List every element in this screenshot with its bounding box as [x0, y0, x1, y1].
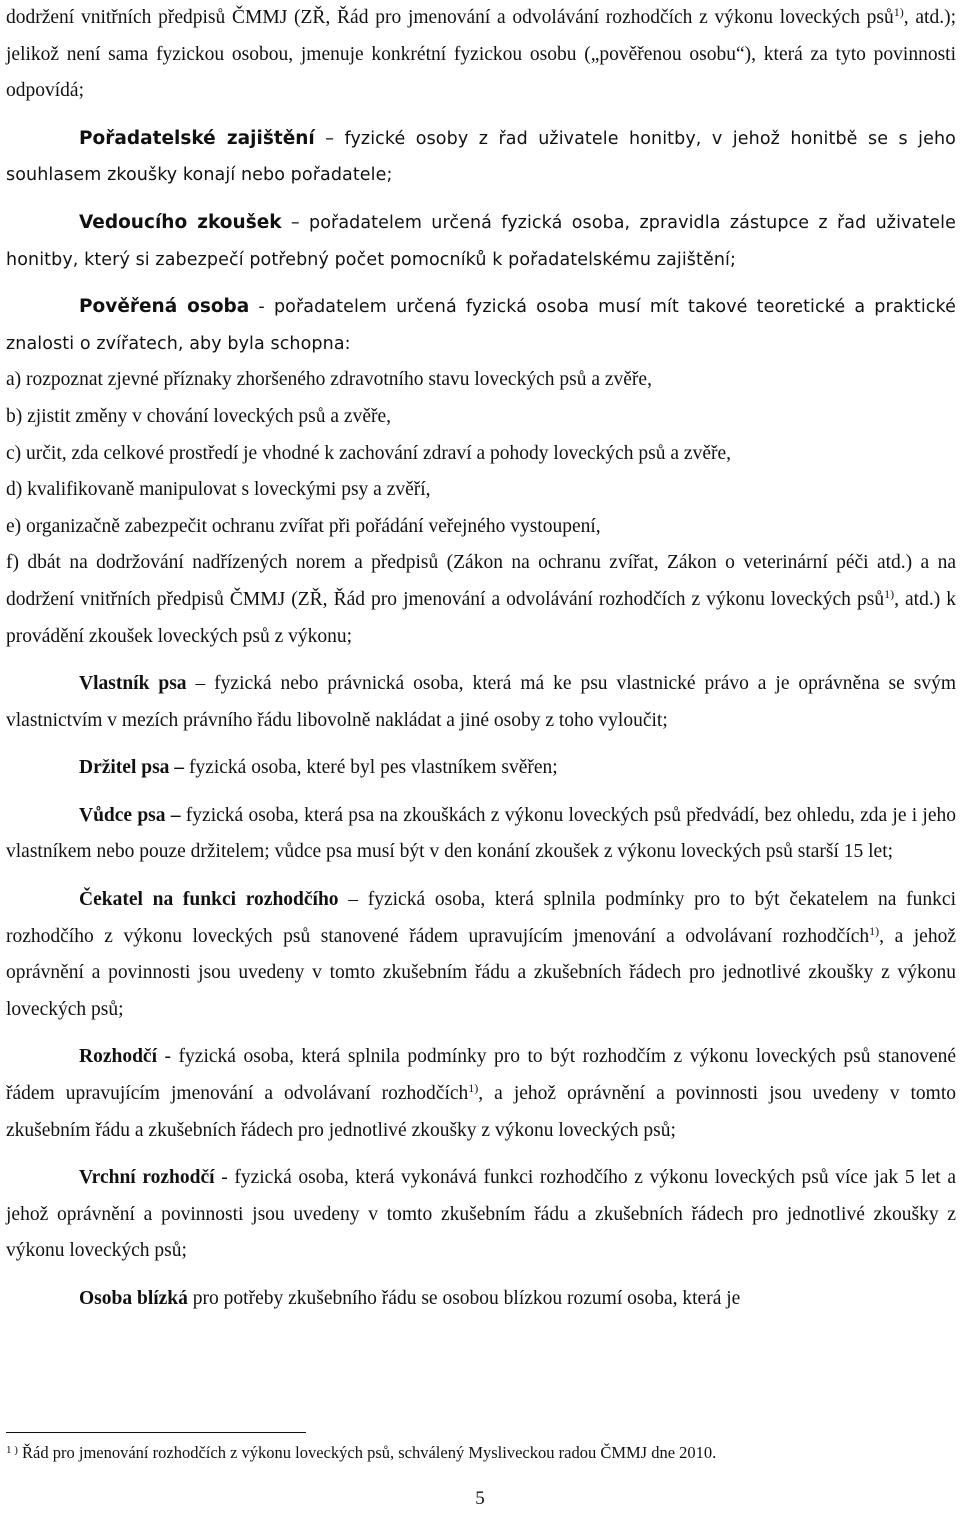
- footnote-text: Řád pro jmenování rozhodčích z výkonu loveckých psů, schválený Mysliveckou radou ČMMJ dne 2010.: [17, 1443, 717, 1462]
- def-vudce-psa: [6, 798, 956, 871]
- def-text: – fyzické osoby z řad uživatele honitby, v jehož honitbě se s jeho souhlasem zkoušky konají nebo pořadatele;: [6, 128, 956, 186]
- footnote-ref: 1): [468, 1081, 479, 1096]
- def-term: Vlastník psa: [79, 673, 187, 695]
- page-number: 5: [475, 1488, 485, 1509]
- footnote-divider: [6, 1432, 306, 1433]
- def-rozhodci: [6, 1039, 956, 1149]
- def-term: Pořadatelské zajištění: [79, 127, 315, 149]
- footnote-ref: 1): [869, 923, 880, 938]
- def-poverena-osoba: [6, 289, 956, 362]
- def-text: fyzická osoba, které byl pes vlastníkem svěřen;: [184, 757, 558, 779]
- def-cekatel: [6, 882, 956, 1028]
- def-text-2: , a jehož oprávnění a povinnosti jsou uvedeny v tomto zkušebním řádu a zkušebních řádech pro jednotlivé zkoušky z výkonu loveckých psů;: [6, 925, 956, 1020]
- intro-paragraph: [6, 0, 956, 110]
- def-vedouci-zkousek: [6, 205, 956, 278]
- list-item-f-text-1: f) dbát na dodržování nadřízených norem a předpisů (Zákon na ochranu zvířat, Zákon o veterinární péči atd.) a na dodržení vnitřních předpisů ČMMJ (ZŘ, Řád pro jmenování a odvolávání rozhodčích z výkonu loveckých psů: [6, 552, 956, 610]
- def-term: Pověřená osoba: [79, 296, 250, 318]
- list-item-f: [6, 545, 956, 655]
- footnote-ref: 1): [884, 586, 895, 601]
- list-item-b: b) zjistit změny v chování loveckých psů a zvěře,: [6, 405, 391, 427]
- def-text-1: – fyzická osoba, která splnila podmínky pro to být čekatelem na funkci rozhodčího z výkonu loveckých psů stanovené řádem upravujícím jmenování a odvolávaní rozhodčích: [6, 889, 956, 947]
- def-vrchni-rozhodci: [6, 1160, 956, 1270]
- footnote-mark: 1 ): [6, 1444, 18, 1456]
- document-body: [6, 0, 956, 1318]
- def-term: Vedoucího zkoušek: [79, 211, 282, 233]
- def-poradatelske-zajisteni: [6, 121, 956, 194]
- def-term: Rozhodčí: [79, 1046, 157, 1068]
- def-drzitel-psa: [6, 750, 956, 787]
- def-term: Držitel psa –: [79, 757, 185, 779]
- def-term: Čekatel na funkci rozhodčího: [79, 889, 339, 911]
- list-item-a: a) rozpoznat zjevné příznaky zhoršeného zdravotního stavu loveckých psů a zvěře,: [6, 369, 652, 391]
- list-item-f-text-2: , atd.) k provádění zkoušek loveckých psů z výkonu;: [6, 588, 956, 647]
- intro-text-1: dodržení vnitřních předpisů ČMMJ (ZŘ, Řád pro jmenování a odvolávání rozhodčích z výkonu loveckých psů: [6, 7, 894, 28]
- footnote-ref: 1): [893, 5, 904, 19]
- intro-text-2: , atd.); jelikož není sama fyzickou osobou, jmenuje konkrétní fyzickou osobu („pověřenou osobu“), která za tyto povinnosti odpovídá;: [6, 7, 957, 102]
- list-item-d: d) kvalifikovaně manipulovat s loveckými psy a zvěří,: [6, 479, 431, 501]
- def-text: pro potřeby zkušebního řádu se osobou blízkou rozumí osoba, která je: [187, 1288, 741, 1309]
- def-term: Osoba blízká: [79, 1288, 188, 1309]
- def-term: Vrchní rozhodčí: [79, 1167, 215, 1189]
- def-text: - pořadatelem určená fyzická osoba musí mít takové teoretické a praktické znalosti o zvířatech, aby byla schopna:: [6, 297, 956, 354]
- list-item-c: c) určit, zda celkové prostředí je vhodné k zachování zdraví a pohody loveckých psů a zvěře,: [6, 442, 731, 464]
- footnote: [6, 1442, 956, 1464]
- def-text-2: , a jehož oprávnění a povinnosti jsou uvedeny v tomto zkušebním řádu a zkušebních řádech pro jednotlivé zkoušky z výkonu loveckých psů;: [6, 1083, 956, 1141]
- def-term: Vůdce psa –: [79, 804, 181, 826]
- def-text: fyzická osoba, která psa na zkouškách z výkonu loveckých psů předvádí, bez ohledu, zda je i jeho vlastníkem nebo pouze držitelem; vůdce psa musí být v den konání zkoušek z výkonu loveckých psů starší 15 let;: [6, 804, 956, 863]
- list-item-e: e) organizačně zabezpečit ochranu zvířat při pořádání veřejného vystoupení,: [6, 515, 601, 537]
- def-text: - fyzická osoba, která vykonává funkci rozhodčího z výkonu loveckých psů více jak 5 let a jehož oprávnění a povinnosti jsou uvedeny v tomto zkušebním řádu a zkušebních řádech pro jednotlivé zkoušky z výkonu loveckých psů;: [6, 1167, 957, 1262]
- def-osoba-blizka: [6, 1281, 956, 1318]
- def-vlastnik-psa: [6, 666, 956, 739]
- def-text-1: - fyzická osoba, která splnila podmínky pro to být rozhodčím z výkonu loveckých psů stanovené řádem upravujícím jmenování a odvolávaní rozhodčích: [6, 1046, 956, 1105]
- def-text: – fyzická nebo právnická osoba, která má ke psu vlastnické právo a je oprávněna se svým vlastnictvím v mezích právního řádu libovolně nakládat a jiné osoby z toho vyloučit;: [6, 673, 956, 731]
- def-text: – pořadatelem určená fyzická osoba, zpravidla zástupce z řad uživatele honitby, který si zabezpečí potřebný počet pomocníků k pořadatelskému zajištění;: [6, 212, 956, 270]
